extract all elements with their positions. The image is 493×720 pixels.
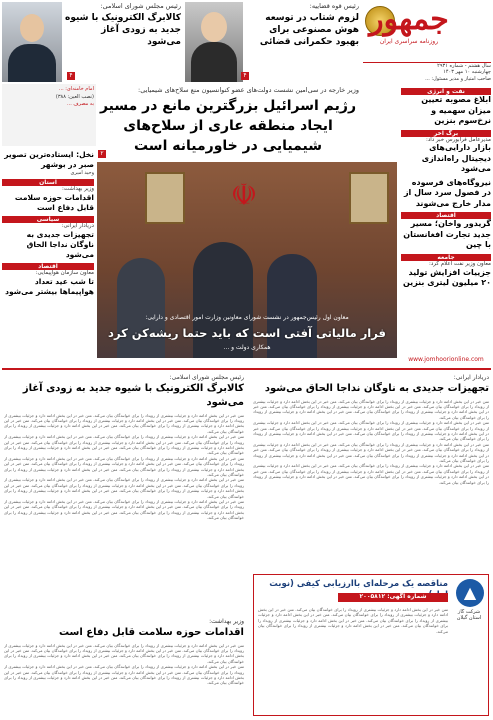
masthead-logo: جمهور [369,2,449,37]
quote-box [2,84,96,146]
issue-info: سال هشتم - شماره ۲۹۳۱ [437,63,491,69]
ad-company: شرکت گاز استان گیلان [456,609,482,622]
section-label: سیاسی [2,216,94,223]
section-label: اقتصاد [401,212,491,219]
tender-ad [253,574,489,716]
left-story-kicker: معاون سازمان هواپیمایی: [35,270,94,276]
top-story-headline: لزوم شتاب در توسعه هوش مصنوعی برای بهبود حکمرانی قضائی [259,13,359,48]
masthead-slogan: روزنامه سراسری ایران [379,38,439,45]
portrait-body-icon [191,42,237,82]
story-headline: کالابرگ الکترونیک با شیوه جدید به زودی آغاز می‌شود [22,382,244,408]
publisher-info: صاحب امتیاز و مدیر مسئول: ... [425,75,491,82]
issue-date: چهارشنبه ۱۰ مهر ۱۴۰۳ [443,69,491,76]
story-body: متن خبر در این بخش ادامه دارد و جزئیات بیشتری از رویداد را برای خوانندگان بیان می‌کند. متن خبر در این بخش ادامه دارد و جزئیات بیشتری از رویداد را برای خوانندگان بیان می‌کند. متن خبر در این بخش ادامه دارد و جزئیات بیشتری از رویداد را برای خوانندگان بیان می‌کند. متن خبر در این بخش ادامه دارد و جزئیات بیشتری از رویداد را برای خوانندگان بیان می‌کند. متن خبر در این بخش ادامه دارد و جزئیات بیشتری از رویداد را برای خوانندگان بیان می‌کند. [4,664,244,686]
story-body: متن خبر در این بخش ادامه دارد و جزئیات بیشتری از رویداد را برای خوانندگان بیان می‌کند. متن خبر در این بخش ادامه دارد و جزئیات بیشتری از رویداد را برای خوانندگان بیان می‌کند. متن خبر در این بخش ادامه دارد و جزئیات بیشتری از رویداد را برای خوانندگان بیان می‌کند. متن خبر در این بخش ادامه دارد و جزئیات بیشتری از رویداد را برای خوانندگان بیان می‌کند. متن خبر در این بخش ادامه دارد و جزئیات بیشتری از رویداد را برای خوانندگان بیان می‌کند. [253,441,489,463]
section-divider [2,368,491,370]
right-story-headline: جزییات افزایش تولید ۲۰ میلیون لیتری بنزین [402,267,491,288]
left-story-headline: تجهیزات جدیدی به ناوگان نداجا الحاق می‌شود [26,230,94,259]
left-story-kicker: وزیر بهداشت: [62,186,94,193]
ad-number: شماره آگهی: ۲۰۰۵۸۱۲ [338,593,448,602]
left-story-headline: اقدامات حوزه سلامت قابل دفاع است [14,193,94,213]
page-marker: ۴ [67,72,75,80]
right-story-headline: بازار دارایی‌های دیجیتال راه‌اندازی می‌شود [421,143,491,174]
national-emblem-icon: ☫ [230,178,258,213]
website-url[interactable]: www.jomhoorionline.com [408,356,484,363]
story-body: متن خبر در این بخش ادامه دارد و جزئیات بیشتری از رویداد را برای خوانندگان بیان می‌کند. متن خبر در این بخش ادامه دارد و جزئیات بیشتری از رویداد را برای خوانندگان بیان می‌کند. متن خبر در این بخش ادامه دارد و جزئیات بیشتری از رویداد را برای خوانندگان بیان می‌کند. متن خبر در این بخش ادامه دارد و جزئیات بیشتری از رویداد را برای خوانندگان بیان می‌کند. متن خبر در این بخش ادامه دارد و جزئیات بیشتری از رویداد را برای خوانندگان بیان می‌کند. [253,398,489,420]
photo-overlay-sub: همکاری دولت و ... [223,344,271,351]
top-story-parliament [65,2,181,82]
masthead [363,2,491,60]
right-column [401,88,491,354]
story-body: متن خبر در این بخش ادامه دارد و جزئیات بیشتری از رویداد را برای خوانندگان بیان می‌کند. متن خبر در این بخش ادامه دارد و جزئیات بیشتری از رویداد را برای خوانندگان بیان می‌کند. متن خبر در این بخش ادامه دارد و جزئیات بیشتری از رویداد را برای خوانندگان بیان می‌کند. متن خبر در این بخش ادامه دارد و جزئیات بیشتری از رویداد را برای خوانندگان بیان می‌کند. متن خبر در این بخش ادامه دارد و جزئیات بیشتری از رویداد را برای خوانندگان بیان می‌کند. [4,434,244,456]
left-story-kicker: دریادار ایرانی: [61,223,94,230]
portrait-head-icon [201,12,227,42]
top-story-judiciary [245,2,359,82]
story-kicker: رئیس مجلس شورای اسلامی: [169,374,244,381]
story-headline: اقدامات حوزه سلامت قابل دفاع است [58,626,244,638]
section-label: برگ آخر [401,130,491,137]
top-story-headline: کالابرگ الکترونیک با شیوه جدید به زودی آغاز می‌شود [65,13,181,48]
right-story-kicker: معاون وزیر نفت اعلام کرد: [428,260,491,267]
story-kicker: دریادار ایرانی: [453,374,489,381]
portrait-frame-right [349,172,389,224]
story-body: متن خبر در این بخش ادامه دارد و جزئیات بیشتری از رویداد را برای خوانندگان بیان می‌کند. متن خبر در این بخش ادامه دارد و جزئیات بیشتری از رویداد را برای خوانندگان بیان می‌کند. متن خبر در این بخش ادامه دارد و جزئیات بیشتری از رویداد را برای خوانندگان بیان می‌کند. متن خبر در این بخش ادامه دارد و جزئیات بیشتری از رویداد را برای خوانندگان بیان می‌کند. متن خبر در این بخش ادامه دارد و جزئیات بیشتری از رویداد را برای خوانندگان بیان می‌کند. [253,420,489,442]
official-figure [117,258,165,358]
portrait-frame-left [145,172,185,224]
quote-note: به مصرف ... [67,100,94,107]
gas-company-logo-icon: ▲ [456,579,484,607]
portrait-body-icon [8,44,56,82]
section-label: استان [2,179,94,186]
lead-story [97,86,359,158]
story-body: متن خبر در این بخش ادامه دارد و جزئیات بیشتری از رویداد را برای خوانندگان بیان می‌کند. متن خبر در این بخش ادامه دارد و جزئیات بیشتری از رویداد را برای خوانندگان بیان می‌کند. متن خبر در این بخش ادامه دارد و جزئیات بیشتری از رویداد را برای خوانندگان بیان می‌کند. متن خبر در این بخش ادامه دارد و جزئیات بیشتری از رویداد را برای خوانندگان بیان می‌کند. متن خبر در این بخش ادامه دارد و جزئیات بیشتری از رویداد را برای خوانندگان بیان می‌کند. [4,642,244,664]
story-body: متن خبر در این بخش ادامه دارد و جزئیات بیشتری از رویداد را برای خوانندگان بیان می‌کند. متن خبر در این بخش ادامه دارد و جزئیات بیشتری از رویداد را برای خوانندگان بیان می‌کند. متن خبر در این بخش ادامه دارد و جزئیات بیشتری از رویداد را برای خوانندگان بیان می‌کند. متن خبر در این بخش ادامه دارد و جزئیات بیشتری از رویداد را برای خوانندگان بیان می‌کند. متن خبر در این بخش ادامه دارد و جزئیات بیشتری از رویداد را برای خوانندگان بیان می‌کند. [4,477,244,499]
story-body: متن خبر در این بخش ادامه دارد و جزئیات بیشتری از رویداد را برای خوانندگان بیان می‌کند. متن خبر در این بخش ادامه دارد و جزئیات بیشتری از رویداد را برای خوانندگان بیان می‌کند. متن خبر در این بخش ادامه دارد و جزئیات بیشتری از رویداد را برای خوانندگان بیان می‌کند. متن خبر در این بخش ادامه دارد و جزئیات بیشتری از رویداد را برای خوانندگان بیان می‌کند. متن خبر در این بخش ادامه دارد و جزئیات بیشتری از رویداد را برای خوانندگان بیان می‌کند. [253,463,489,485]
masthead-info [363,62,491,84]
bottom-left-story [4,374,244,614]
ad-title: مناقصه یک مرحله‌ای باارزیابی کیفی (نوبت [269,579,448,589]
section-label: جامعه [401,254,491,261]
official-figure [267,254,317,358]
page-marker: ۴ [241,72,249,80]
story-body: متن خبر در این بخش ادامه دارد و جزئیات بیشتری از رویداد را برای خوانندگان بیان می‌کند. متن خبر در این بخش ادامه دارد و جزئیات بیشتری از رویداد را برای خوانندگان بیان می‌کند. متن خبر در این بخش ادامه دارد و جزئیات بیشتری از رویداد را برای خوانندگان بیان می‌کند. متن خبر در این بخش ادامه دارد و جزئیات بیشتری از رویداد را برای خوانندگان بیان می‌کند. متن خبر در این بخش ادامه دارد و جزئیات بیشتری از رویداد را برای خوانندگان بیان می‌کند. [4,499,244,521]
speaker-photo [2,2,62,82]
right-story-kicker: مدیرعامل فرابورس خبر داد: [425,136,491,143]
top-story-kicker: رئیس قوه قضاییه: [309,2,359,10]
top-story-kicker: رئیس مجلس شورای اسلامی: [100,2,181,10]
page-marker: ۲ [98,150,106,158]
main-photo [97,162,397,358]
right-story-headline: ابلاغ مصوبه تعیین میزان سهمیه و نرخ‌سوم بنزین [421,95,491,125]
story-headline: تجهیزات جدیدی به ناوگان نداجا الحاق می‌شود [264,382,489,394]
official-figure [193,242,253,358]
quote-text: امام خامنه‌ای: ... [58,86,94,92]
story-kicker: وزیر بهداشت: [209,618,244,625]
photo-overlay-headline: فرار مالیاتی آفتی است که باید حتما ریشه‌کن کرد [108,326,386,340]
left-story-author: وحید امیری [70,170,94,176]
story-body: متن خبر در این بخش ادامه دارد و جزئیات بیشتری از رویداد را برای خوانندگان بیان می‌کند. متن خبر در این بخش ادامه دارد و جزئیات بیشتری از رویداد را برای خوانندگان بیان می‌کند. متن خبر در این بخش ادامه دارد و جزئیات بیشتری از رویداد را برای خوانندگان بیان می‌کند. متن خبر در این بخش ادامه دارد و جزئیات بیشتری از رویداد را برای خوانندگان بیان می‌کند. متن خبر در این بخش ادامه دارد و جزئیات بیشتری از رویداد را برای خوانندگان بیان می‌کند. [4,412,244,434]
bottom-right-story [253,374,489,570]
story-body: متن خبر در این بخش ادامه دارد و جزئیات بیشتری از رویداد را برای خوانندگان بیان می‌کند. متن خبر در این بخش ادامه دارد و جزئیات بیشتری از رویداد را برای خوانندگان بیان می‌کند. متن خبر در این بخش ادامه دارد و جزئیات بیشتری از رویداد را برای خوانندگان بیان می‌کند. متن خبر در این بخش ادامه دارد و جزئیات بیشتری از رویداد را برای خوانندگان بیان می‌کند. متن خبر در این بخش ادامه دارد و جزئیات بیشتری از رویداد را برای خوانندگان بیان می‌کند. [4,455,244,477]
left-story-headline: نخل: ایستاده‌ترین تصویر صبر در بوشهر [4,150,94,169]
lead-headline: رژیم اسرائیل بزرگترین مانع در مسیر ایجاد منطقه عاری از سلاح‌های شیمیایی در خاورمیانه است [99,98,357,155]
section-label: اقتصاد [2,263,94,270]
bottom-left-story-2 [4,618,244,716]
photo-overlay-kicker: معاون اول رئیس‌جمهور در نشست شورای معاونین وزارت امور اقتصادی و دارایی: [145,314,349,321]
quote-source: (نصب العین: ۳۸۸) [55,94,94,101]
right-story-headline: گریدور واخان؛ مسیر جدید تجارت افغانستان با چین [403,219,491,250]
section-label: نفت و انرژی [401,88,491,95]
right-story-headline: نیروگاه‌های فرسوده در فصول سرد سال از مدار خارج می‌شوند [403,177,491,208]
left-story-headline: تا شب عید تعداد هواپیماها بیشتر می‌شود [5,276,94,296]
lead-kicker: وزیر خارجه در سی‌امین نشست دولت‌های عضو کنوانسیون منع سلاح‌های شیمیایی: [138,86,359,94]
ad-body: متن خبر در این بخش ادامه دارد و جزئیات بیشتری از رویداد را برای خوانندگان بیان می‌کند. متن خبر در این بخش ادامه دارد و جزئیات بیشتری از رویداد را برای خوانندگان بیان می‌کند. متن خبر در این بخش ادامه دارد و جزئیات بیشتری از رویداد را برای خوانندگان بیان می‌کند. متن خبر در این بخش ادامه دارد و جزئیات بیشتری از رویداد را برای خوانندگان بیان می‌کند. متن خبر در این بخش ادامه دارد و جزئیات بیشتری از رویداد را برای خوانندگان بیان می‌کند. [258,607,448,634]
portrait-head-icon [20,14,44,42]
judiciary-chief-photo [185,2,243,82]
left-column [2,150,94,358]
